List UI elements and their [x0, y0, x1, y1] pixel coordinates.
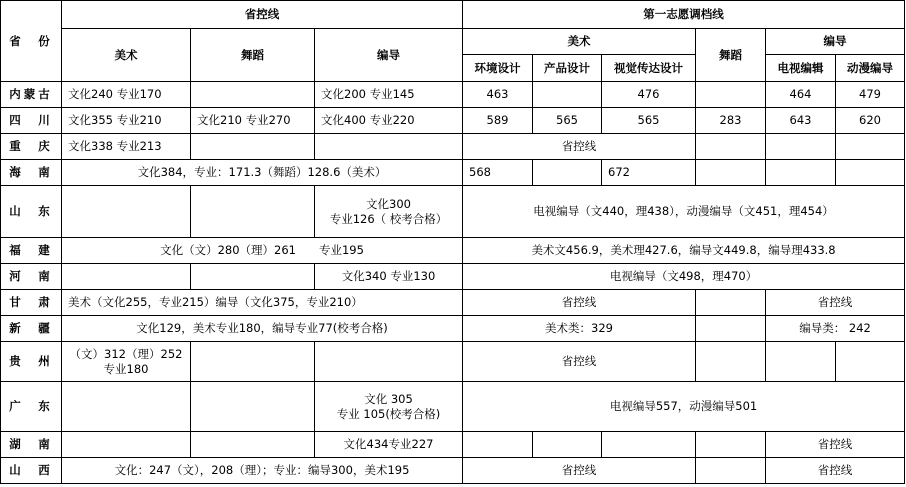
province-name: 四 川: [1, 108, 62, 134]
first-choice-line-header: 第一志愿调档线: [463, 1, 905, 29]
province-name: 贵 州: [1, 342, 62, 382]
province-name: 甘 肃: [1, 290, 62, 316]
cell-prov-dance: [191, 432, 315, 458]
visual-comm-header: 视觉传达设计: [602, 55, 696, 82]
cell-anim: 620: [836, 108, 905, 134]
cell-prov-directing: 文化340 专业130: [315, 264, 463, 290]
province-name: 重 庆: [1, 134, 62, 160]
cell-prov-dance: [191, 134, 315, 160]
product-design-header: 产品设计: [533, 55, 602, 82]
first-dance-header: 舞蹈: [696, 29, 766, 82]
cell-first-line: 美术文456.9，美术理427.6，编导文449.8，编导理433.8: [463, 238, 905, 264]
cell-prov-directing: [315, 134, 463, 160]
cell-prov-art: 文化240 专业170: [62, 82, 191, 108]
cell-anim: [836, 134, 905, 160]
cell-tv: [766, 342, 836, 382]
cell-anim: [836, 160, 905, 186]
cell-visual: 672: [602, 160, 696, 186]
cell-first-directing: 编导类： 242: [766, 316, 905, 342]
province-name: 河 南: [1, 264, 62, 290]
cell-first-directing: 省控线: [766, 432, 905, 458]
directing-line-2: 专业 105(校考合格): [336, 406, 441, 421]
cell-first-directing: 省控线: [766, 290, 905, 316]
cell-dance: [696, 342, 766, 382]
cell-prov-directing: 文化200 专业145: [315, 82, 463, 108]
cell-dance: [696, 134, 766, 160]
cell-prov-art: [62, 382, 191, 432]
cell-first-line: 电视编导557，动漫编导501: [463, 382, 905, 432]
cell-prov-directing: [315, 382, 463, 432]
cell-prov-directing: [315, 342, 463, 382]
province-name: 山 西: [1, 458, 62, 484]
table-row: [1, 108, 905, 134]
cell-prov-art: [62, 432, 191, 458]
cell-first-art: 省控线: [463, 342, 696, 382]
cell-tv: [766, 160, 836, 186]
cell-dance: [696, 82, 766, 108]
art-line-2: 专业180: [103, 361, 149, 376]
cell-prov-dance: [191, 264, 315, 290]
cell-prov-line: 文化：247（文），208（理）；专业：编导300，美术195: [62, 458, 463, 484]
first-art-header: 美术: [463, 29, 696, 55]
cell-tv: [766, 134, 836, 160]
cell-prov-line: 文化129，美术专业180，编导专业77(校考合格): [62, 316, 463, 342]
cell-prov-line: 文化384，专业：171.3（舞蹈）128.6（美术）: [62, 160, 463, 186]
table-row: [1, 432, 905, 458]
province-name: 新 疆: [1, 316, 62, 342]
province-header: 省 份: [1, 1, 62, 82]
cell-first-art: 省控线: [463, 458, 696, 484]
cell-prov-dance: [191, 82, 315, 108]
cell-prov-dance: [191, 186, 315, 238]
cell-first-art: 省控线: [463, 134, 696, 160]
prov-art-header: 美术: [62, 29, 191, 82]
table-row: [1, 134, 905, 160]
cell-visual: 565: [602, 108, 696, 134]
cell-env: 589: [463, 108, 533, 134]
cell-prov-dance: [191, 382, 315, 432]
cell-first-art: 美术类：329: [463, 316, 696, 342]
cell-first-art: 省控线: [463, 290, 696, 316]
province-name: 内蒙古: [1, 82, 62, 108]
province-name: 山 东: [1, 186, 62, 238]
cell-env: 463: [463, 82, 533, 108]
province-name: 湖 南: [1, 432, 62, 458]
directing-line-1: 文化300: [366, 196, 411, 211]
cell-first-line: 电视编导（文498，理470）: [463, 264, 905, 290]
cell-product: [533, 432, 602, 458]
cell-dance: [696, 432, 766, 458]
header-row-2: [1, 29, 905, 55]
table-row: [1, 238, 905, 264]
prov-directing-header: 编导: [315, 29, 463, 82]
table-row: [1, 264, 905, 290]
cell-prov-directing: 文化400 专业220: [315, 108, 463, 134]
prov-dance-header: 舞蹈: [191, 29, 315, 82]
cell-prov-line: 文化（文）280（理）261 专业195: [62, 238, 463, 264]
cell-prov-art: [62, 342, 191, 382]
table-row: [1, 342, 905, 382]
art-line-1: （文）312（理）252: [69, 346, 183, 361]
provincial-line-header: 省控线: [62, 1, 463, 29]
table-row: [1, 82, 905, 108]
cell-tv: 464: [766, 82, 836, 108]
province-name: 福 建: [1, 238, 62, 264]
table-row: [1, 290, 905, 316]
first-directing-header: 编导: [766, 29, 905, 55]
table-row: [1, 316, 905, 342]
cell-product: 565: [533, 108, 602, 134]
cell-dance: [696, 458, 766, 484]
cell-first-line: 电视编导（文440，理438），动漫编导（文451，理454）: [463, 186, 905, 238]
table-row: [1, 458, 905, 484]
cell-prov-art: 文化355 专业210: [62, 108, 191, 134]
cell-dance: [696, 290, 766, 316]
cell-visual: [602, 432, 696, 458]
table-row: [1, 382, 905, 432]
cell-prov-art: [62, 264, 191, 290]
cell-prov-dance: 文化210 专业270: [191, 108, 315, 134]
cell-tv: 643: [766, 108, 836, 134]
tv-directing-header: 电视编辑: [766, 55, 836, 82]
province-name: 海 南: [1, 160, 62, 186]
directing-line-1: 文化 305: [364, 391, 413, 406]
cell-anim: [836, 342, 905, 382]
cell-prov-art: [62, 186, 191, 238]
cell-dance: [696, 316, 766, 342]
cell-prov-directing: [315, 186, 463, 238]
cell-visual: 476: [602, 82, 696, 108]
table-row: [1, 186, 905, 238]
cell-dance: 283: [696, 108, 766, 134]
cell-env: 568: [463, 160, 533, 186]
cell-prov-directing: 文化434专业227: [315, 432, 463, 458]
cell-anim: 479: [836, 82, 905, 108]
table-row: [1, 160, 905, 186]
animation-directing-header: 动漫编导: [836, 55, 905, 82]
cell-env: [463, 432, 533, 458]
env-design-header: 环境设计: [463, 55, 533, 82]
province-name: 广 东: [1, 382, 62, 432]
cell-prov-dance: [191, 342, 315, 382]
cell-prov-line: 美术（文化255，专业215）编导（文化375，专业210）: [62, 290, 463, 316]
cell-product: [533, 160, 602, 186]
cell-prov-art: 文化338 专业213: [62, 134, 191, 160]
cell-dance: [696, 160, 766, 186]
cell-first-directing: 省控线: [766, 458, 905, 484]
directing-line-2: 专业126（ 校考合格）: [329, 211, 448, 226]
header-row-1: [1, 1, 905, 29]
cell-product: [533, 82, 602, 108]
